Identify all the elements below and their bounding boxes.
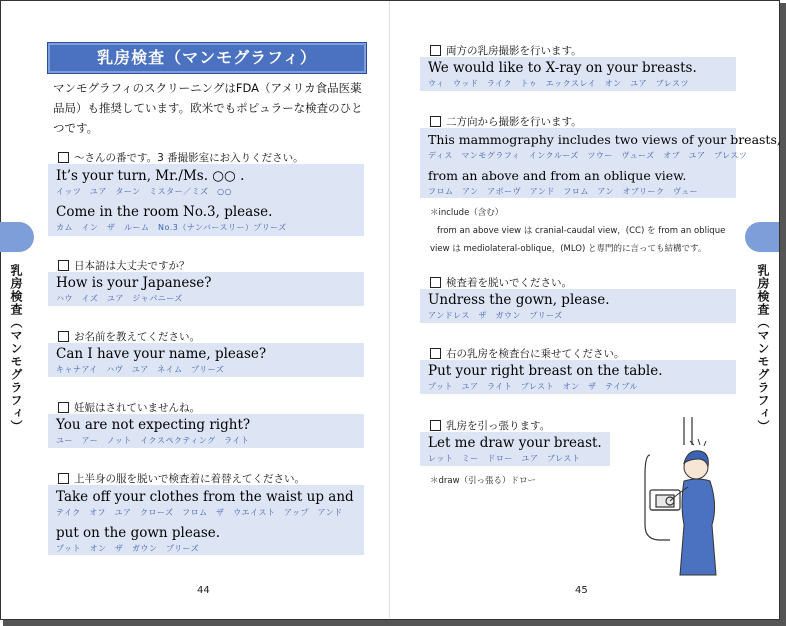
checkbox[interactable] [430, 420, 441, 431]
question-checkbox-row [58, 150, 304, 165]
english-phrase: We would like to X-ray on your breasts. [428, 60, 697, 76]
phrase-block [420, 289, 736, 323]
page-title: 乳房検査（マンモグラフィ） [47, 42, 367, 74]
checkbox[interactable] [430, 348, 441, 359]
english-phrase: How is your Japanese? [56, 275, 212, 291]
question-text: 日本語は大丈夫ですか？ [74, 260, 190, 272]
question-text: ～さんの番です。3 番撮影室にお入りください。 [74, 152, 304, 164]
katakana-reading: キャナアイ ハヴ ユア ネイム プリーズ [56, 365, 225, 374]
checkbox[interactable] [58, 260, 69, 271]
phrase-block [420, 432, 610, 466]
english-phrase: put on the gown please. [56, 525, 221, 541]
book-spine [389, 1, 390, 618]
english-phrase: Come in the room No.3, please. [56, 204, 273, 220]
katakana-reading: ウィ ウッド ライク トゥ エックスレイ オン ユア ブレスツ [428, 79, 690, 88]
phrase-block [48, 164, 364, 236]
english-phrase: Put your right breast on the table. [428, 363, 663, 379]
katakana-reading: アンドレス ザ ガウン プリーズ [428, 311, 563, 320]
checkbox[interactable] [430, 116, 441, 127]
checkbox[interactable] [58, 331, 69, 342]
side-tab-label-left: 乳房検査（マンモグラフィ） [9, 264, 23, 433]
english-phrase: Take off your clothes from the waist up and [56, 489, 354, 505]
english-phrase: This mammography includes two views of your breasts, [428, 132, 781, 147]
katakana-reading: ディス マンモグラフィ インクルーズ ツウー ヴューズ オブ ユア ブレスツ [428, 151, 748, 160]
phrase-block [48, 414, 364, 448]
phrase-block [420, 360, 736, 394]
question-text: 乳房を引っ張ります。 [446, 420, 551, 432]
side-tab-label-right: 乳房検査（マンモグラフィ） [756, 264, 770, 433]
question-text: 上半身の服を脱いで検査着に着替えてください。 [74, 473, 305, 485]
katakana-reading: プット ユア ライト ブレスト オン ザ テイブル [428, 382, 639, 391]
page-shadow-bottom [3, 620, 786, 626]
question-checkbox-row [58, 400, 200, 415]
katakana-reading: レット ミー ドロー ユア ブレスト [428, 454, 581, 463]
question-checkbox-row [430, 43, 582, 58]
note-include: ＊include（含む） [430, 208, 504, 218]
question-text: 検査着を脱いでください。 [446, 277, 572, 289]
checkbox[interactable] [58, 473, 69, 484]
question-checkbox-row [58, 471, 305, 486]
question-checkbox-row [58, 258, 190, 273]
katakana-reading: カム イン ザ ルーム No.3（ナンバースリー）プリーズ [56, 223, 287, 232]
chapter-tab-left [0, 222, 34, 252]
phrase-block [48, 343, 364, 377]
note-include-detail: view は mediolateral-oblique，(MLO) と専門的に言っても結構です。 [430, 244, 707, 254]
phrase-block [48, 272, 364, 306]
page-number-right: 45 [575, 585, 588, 596]
english-phrase: Can I have your name, please? [56, 346, 267, 362]
note-include-detail: from an above view は cranial-caudal view，(CC) を from an oblique [437, 226, 726, 236]
checkbox[interactable] [430, 45, 441, 56]
question-text: 妊娠はされていませんね。 [74, 402, 200, 414]
phrase-block [48, 485, 364, 555]
intro-paragraph: マンモグラフィのスクリーニングはFDA（アメリカ食品医薬品局）も推奨しています。欧米でもポピュラーな検査のひとつです。 [53, 81, 363, 135]
checkbox[interactable] [58, 152, 69, 163]
katakana-reading: プット オン ザ ガウン プリーズ [56, 544, 200, 553]
katakana-reading: ユー アー ノット イクスペクティング ライト [56, 436, 250, 445]
phrase-block [420, 128, 781, 198]
english-phrase: It’s your turn, Mr./Ms. ○○ . [56, 168, 245, 184]
english-phrase: from an above and from an oblique view. [428, 168, 687, 183]
chapter-tab-right [745, 222, 779, 252]
question-checkbox-row [58, 329, 200, 344]
question-text: 右の乳房を検査台に乗せてください。 [446, 348, 625, 360]
question-checkbox-row [430, 114, 582, 129]
phrase-block [420, 57, 736, 91]
mammography-illustration [640, 415, 720, 580]
katakana-reading: テイク オフ ユア クローズ フロム ザ ウエイスト アップ アンド [56, 508, 343, 517]
note-draw: ＊draw（引っ張る）ドロー [430, 476, 537, 486]
question-text: お名前を教えてください。 [74, 331, 200, 343]
katakana-reading: フロム アン アボーヴ アンド フロム アン オブリーク ヴュー [428, 187, 699, 196]
question-checkbox-row [430, 275, 572, 290]
english-phrase: Undress the gown, please. [428, 292, 610, 308]
katakana-reading: ハウ イズ ユア ジャパニーズ [56, 294, 183, 303]
question-checkbox-row [430, 346, 625, 361]
question-text: 両方の乳房撮影を行います。 [446, 45, 582, 57]
english-phrase: Let me draw your breast. [428, 435, 602, 451]
checkbox[interactable] [430, 277, 441, 288]
page-number-left: 44 [197, 585, 210, 596]
checkbox[interactable] [58, 402, 69, 413]
english-phrase: You are not expecting right? [56, 417, 251, 433]
katakana-reading: イッツ ユア ターン ミスター／ミズ ○○ [56, 187, 233, 196]
page-shadow-right [780, 3, 786, 626]
question-checkbox-row [430, 418, 550, 433]
question-text: 二方向から撮影を行います。 [446, 116, 582, 128]
